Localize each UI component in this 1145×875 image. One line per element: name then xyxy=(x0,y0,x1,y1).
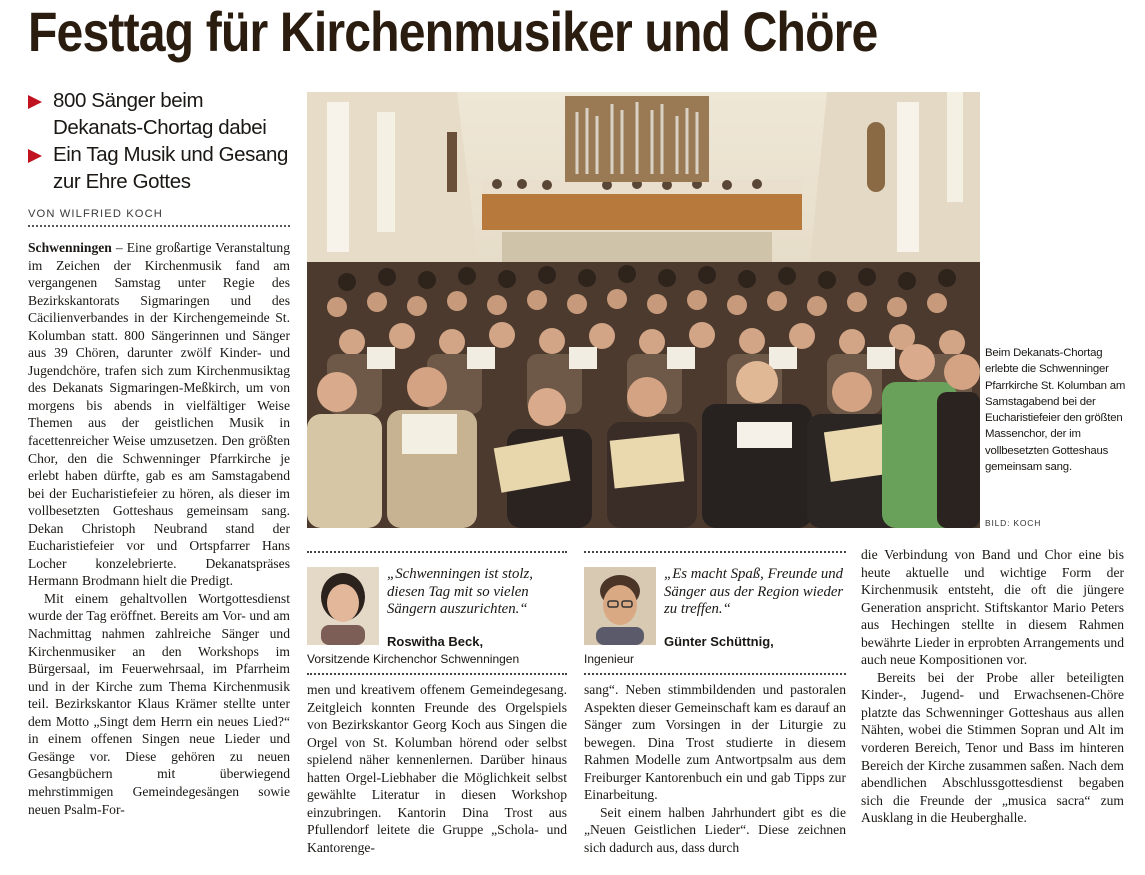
portrait-image xyxy=(584,567,656,645)
dotted-divider xyxy=(584,551,846,553)
quote-author-name: Roswitha Beck, xyxy=(387,634,484,649)
red-arrow-icon xyxy=(28,95,42,109)
bullet-text: 800 Sänger beim Dekanats-Chortag dabei xyxy=(53,89,267,139)
article-column-3 xyxy=(584,681,846,875)
dotted-divider xyxy=(307,673,567,675)
dotted-divider xyxy=(307,551,567,553)
headline: Festtag für Kirchenmusiker und Chöre xyxy=(28,0,878,63)
article-column-1 xyxy=(28,239,290,875)
quote-author-role: Vorsitzende Kirchenchor Schwenningen xyxy=(307,652,520,666)
choir-photo xyxy=(307,92,980,528)
red-arrow-icon xyxy=(28,149,42,163)
portrait-roswitha-beck xyxy=(307,567,379,645)
dateline-place: Schwenningen xyxy=(28,240,112,255)
article-column-2 xyxy=(307,681,567,875)
subheadline-bullet xyxy=(28,142,298,195)
photo-caption: Beim Dekanats-Chortag erlebte die Schwenninger Pfarrkirche St. Kolumban am Samstagabend bei der Eucharistiefeier den größten Massenchor, der im vollbesetzten Gotteshaus gemeinsam sang. xyxy=(985,347,1126,474)
quote-author-role: Ingenieur xyxy=(584,652,635,666)
portrait-image xyxy=(307,567,379,645)
byline: VON WILFRIED KOCH xyxy=(28,208,290,227)
paragraph-text: – Eine großartige Veranstaltung im Zeichen der Kirchenmusik fand am vergangenen Samstag unter Regie des Bezirkskantorats Sigmaringen und des Cäcilienverbandes in der Kirchengemeinde St. Kolumban statt. 800 Sängerinnen und Sänger aus 39 Chören, darunter zwölf Kinder- und Jugendchöre, trafen sich zum Kirchenmusiktag des Dekanats Sigmaringen-Meßkirch, um von morgens bis abends in vielfältiger Weise Themen aus der geistlichen Musik in facettenreicher Weise umzusetzen. Den größten Chor, den die Schwenninger Pfarrkirche je erlebt haben dürfte, gab es am Samstagabend bei der Eucharistiefeier zu hören, als dieser im vollbesetzten Gotteshaus gemeinsam sang. Dekan Christoph Neubrand stand der Eucharistiefeier vor und Ortspfarrer Hans Locher konzelebrierte. Dekanatspräses Hermann Brodmann hielt die Predigt. xyxy=(28,240,290,589)
quote-text: „Es macht Spaß, Freunde und Sänger aus der Region wieder zu treffen.“ xyxy=(664,566,844,618)
article-paragraph: sang“. Neben stimmbildenden und pastoralen Aspekten dieser Gemeinschaft kam es darauf an Sänger zum Vorsingen in der Liturgie zu bewegen. Dina Trost studierte in diesem Rahmen Modelle zum Antwortpsalm aus dem Freiburger Kantorenbuch ein und gab Tipps zur Einarbeitung. xyxy=(584,682,846,803)
article-paragraph: men und kreativem offenem Gemeindegesang. Zeitgleich konnten Freunde des Orgelspiels von Bezirkskantor Georg Koch aus Singen die Orgel von St. Kolumban hörend oder selbst spielend näher kennenlernen. Darüber hinaus hatten Orgel-Liebhaber die Möglichkeit selbst gewählte Literatur in diesen Workshop einzubringen. Kantorin Dina Trost aus Pfullendorf leitete die Gruppe „Schola- und Kantorenge- xyxy=(307,682,567,855)
article-column-4 xyxy=(861,546,1124,875)
bullet-text: Ein Tag Musik und Gesang zur Ehre Gottes xyxy=(53,143,289,193)
subheadline-bullet xyxy=(28,88,298,141)
dotted-divider xyxy=(584,673,846,675)
article-paragraph: Bereits bei der Probe aller beteiligten Kinder-, Jugend- und Erwachsenen-Chöre platzte das Schwenninger Gotteshaus aus allen Nähten, wobei die Stimmen Sopran und Alt im vorderen Bereich, Tenor und Bass im hinteren Bereich der Kirche zusammen saßen. Nach dem abendlichen Abschlussgottesdienst begaben sich die Freunde der „musica sacra“ zum Ausklang in die Heuberghalle. xyxy=(861,669,1124,826)
quote-author-name: Günter Schüttnig, xyxy=(664,634,774,649)
photo-credit: BILD: KOCH xyxy=(985,518,1042,528)
article-paragraph: Mit einem gehaltvollen Wortgottesdienst wurde der Tag eröffnet. Bereits am Vor- und am Nachmittag nahmen zahlreiche Sänger und Kirchenmusiker an den Workshops im Bürgersaal, im Feuerwehrsaal, im Pfarrheim und in der Kirche zum Thema Kirchenmusik teil. Bezirkskantor Klaus Krämer stellte unter dem Motto „Singt dem Herrn ein neues Lied?“ in einem offenen Singen neue Lieder und Gesänge vor. Diese gehören zu neuen Gesangbüchern mit überwiegend mehrstimmigen Gemeindegesängen sowie neuen Psalm-For- xyxy=(28,590,290,817)
quote-text: „Schwenningen ist stolz, diesen Tag mit so vielen Sängern auszurichten.“ xyxy=(387,566,533,618)
portrait-guenter-schuettnig xyxy=(584,567,656,645)
article-paragraph: Seit einem halben Jahrhundert gibt es die „Neuen Geistlichen Lieder“. Diese zeichnen sich dadurch aus, dass durch xyxy=(584,804,846,855)
article-paragraph xyxy=(28,239,290,590)
choir-photo-image xyxy=(307,92,980,528)
article-paragraph: die Verbindung von Band und Chor eine bis heute aktuelle und wichtige Form der Kirchenmusik entsteht, die oft die jüngere Generation anspricht. Stiftskantor Mario Peters aus Hechingen stellte in diesem Rahmen bewährte Lieder in erprobten Arrangements und auch neue Kompositionen vor. xyxy=(861,547,1124,668)
subheadline-bullets xyxy=(28,88,298,196)
